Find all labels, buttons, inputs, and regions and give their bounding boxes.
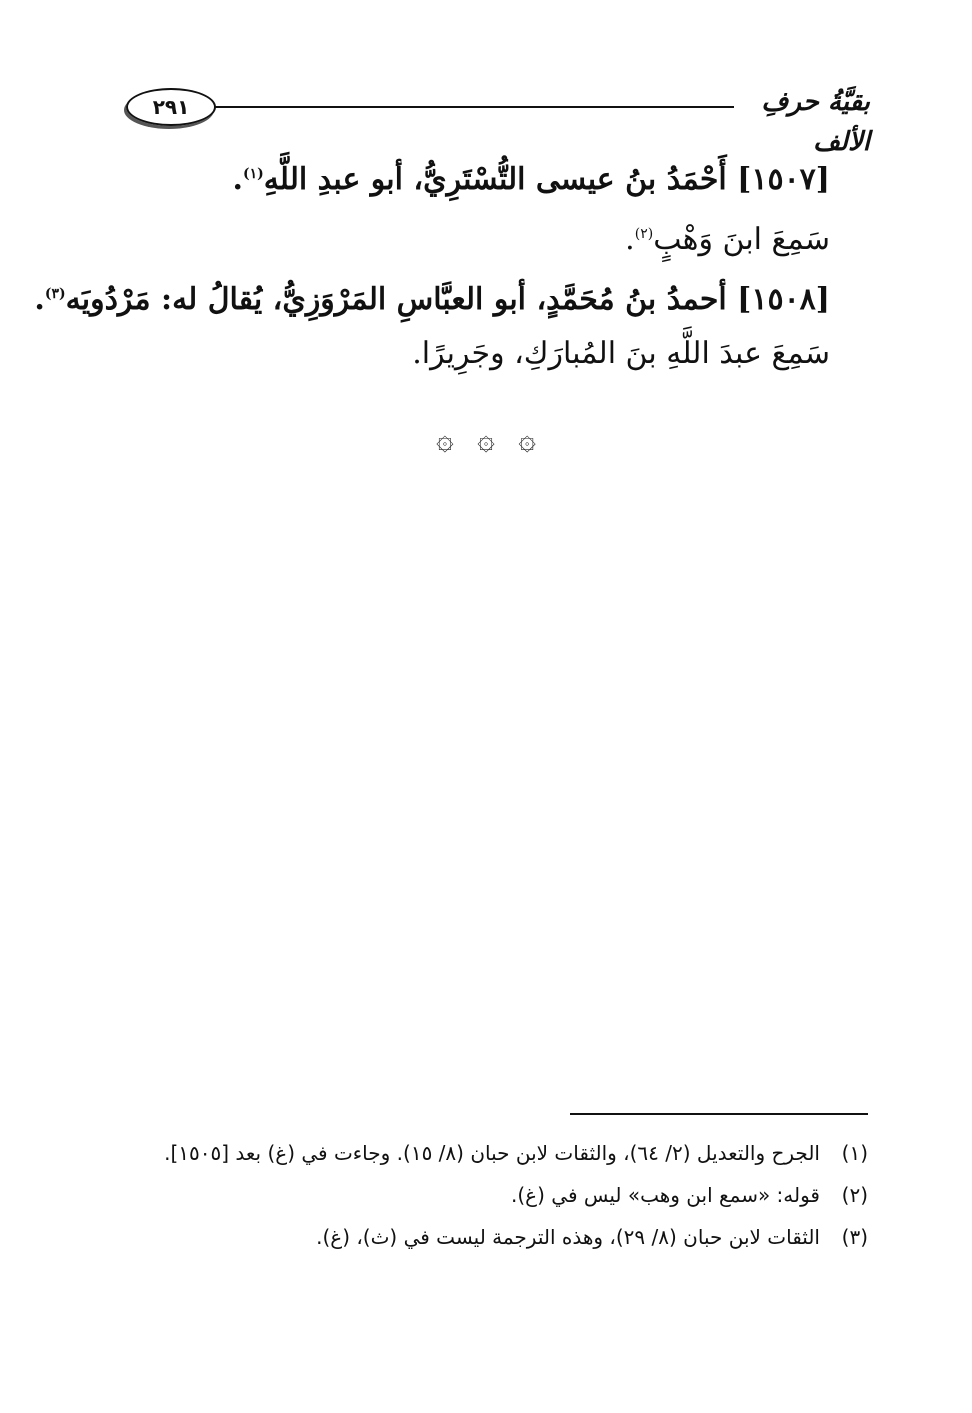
page-header: [120, 82, 870, 157]
footnote-ref-3[interactable]: (٣): [44, 286, 66, 302]
footnote-3: [128, 1219, 868, 1255]
main-text: [34, 144, 830, 384]
footnote-rule: [570, 1113, 868, 1115]
footnote-number: (٢): [841, 1183, 868, 1207]
entry-1508-text: سَمِعَ عبدَ اللَّهِ بنَ المُبارَكِ، وجَرِيرًا.: [412, 336, 830, 371]
entry-1507-heading: [١٥٠٧] أَحْمَدُ بنُ عيسى التُّسْتَرِيُّ، أبو عبدِ اللَّهِ$^{(١)}$.: [232, 162, 830, 197]
footnote-text: قوله: «سمع ابن وهب» ليس في (غ).: [511, 1183, 820, 1207]
footnote-number: (٣): [841, 1225, 868, 1249]
entry-1507-text: سَمِعَ ابنَ وَهْبٍ$^{(٢)}$.: [625, 222, 830, 257]
footnote-2: [128, 1177, 868, 1213]
flower-ornament-icon: ۞: [518, 422, 536, 457]
entry-1508-heading: [١٥٠٨] أحمدُ بنُ مُحَمَّدٍ، أبو العبَّاسِ المَرْوَزِيُّ، يُقالُ له: مَرْدُويَه$^{(٣)}$.: [34, 282, 830, 317]
running-title: بقيَّةُ حرفِ الألف: [761, 87, 870, 157]
flower-ornament-icon: ۞: [477, 422, 495, 457]
flower-ornament-icon: ۞: [436, 422, 454, 457]
footnote-1: [128, 1135, 868, 1171]
header-rule: [214, 106, 734, 108]
footnotes: [128, 1135, 868, 1261]
footnote-text: الثقات لابن حبان (٨/ ٢٩)، وهذه الترجمة ليست في (ث)، (غ).: [316, 1225, 820, 1249]
section-separator: [0, 422, 972, 457]
page-number: ٢٩١: [152, 95, 190, 119]
footnote-number: (١): [841, 1141, 868, 1165]
footnote-ref-2[interactable]: (٢): [634, 226, 654, 242]
footnote-text: الجرح والتعديل (٢/ ٦٤)، والثقات لابن حبان (٨/ ١٥). وجاءت في (غ) بعد [١٥٠٥].: [164, 1141, 820, 1165]
page-number-badge: [126, 88, 216, 126]
footnote-ref-1[interactable]: (١): [242, 166, 264, 182]
